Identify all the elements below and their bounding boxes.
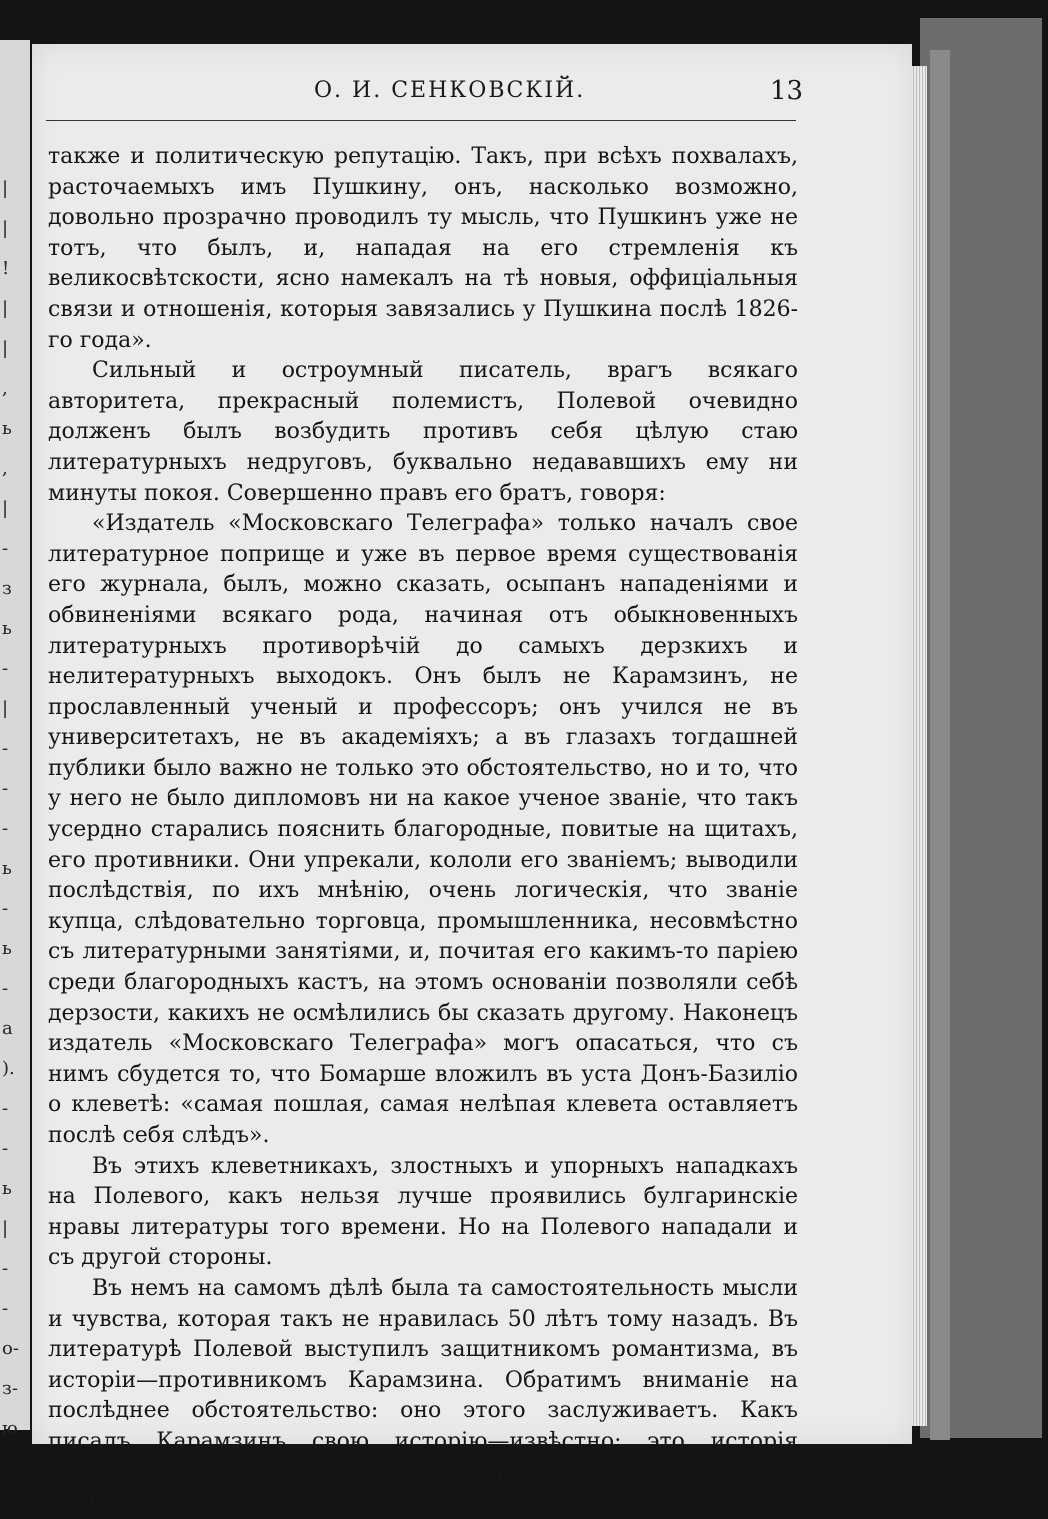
facing-page-char: ю [2,1418,18,1439]
facing-page-char: | [2,1218,9,1239]
facing-page-char: ь [2,858,12,879]
facing-page-char: ь [2,618,12,639]
facing-page-char: - [2,658,9,679]
facing-page-char: - [2,898,9,919]
paragraph: Сильный и остроумный писатель, врагъ всякаго авторитета, прекрасный полемистъ, Полевой очевидно долженъ былъ возбудить противъ себя цѣлую стаю литературныхъ недруговъ, буквально недававшихъ ему ни минуты покоя. Совершенно правъ его братъ, говоря: [48,358,798,506]
facing-page-char: ь [2,938,12,959]
paragraph: также и политическую репутацію. Такъ, при всѣхъ похвалахъ, расточаемыхъ имъ Пушкину, онъ, насколько возможно, довольно прозрачно проводилъ ту мысль, что Пушкинъ уже не тотъ, что былъ, и, нападая на его стремленія къ великосвѣтскости, ясно намекалъ на тѣ новыя, оффиціальныя связи и отношенія, которыя завязались у Пушкина послѣ 1826-го года». [48,144,798,353]
facing-page-char: - [2,778,9,799]
facing-page-char: ). [2,1058,15,1079]
facing-page-char: - [2,738,9,759]
facing-page-char: | [2,218,9,239]
facing-page-char: - [2,1098,9,1119]
paragraph: «Издатель «Московскаго Телеграфа» только началъ свое литературное поприще и уже въ первое время существованія его журнала, былъ, можно сказать, осыпанъ нападеніями и обвиненіями всякаго рода, начиная отъ обыкновенныхъ литературныхъ противорѣчій до самыхъ дерзкихъ и нелитературныхъ выходокъ. Онъ былъ не Карамзинъ, не прославленный ученый и профессоръ; онъ учился не въ университетахъ, не въ академіяхъ; а въ глазахъ тогдашней публики было важно не только это обстоятельство, но и то, что у него не было дипломовъ ни на какое ученое званіе, что такъ усердно старались пояснить благородные, повитые на щитахъ, его противники. Они упрекали, кололи его званіемъ; выводили послѣдствія, по ихъ мнѣнію, очень логическія, что званіе купца, слѣдовательно торговца, промышленника, несовмѣстно съ литературными занятіями, и, почитая его какимъ-то паріею среди благородныхъ кастъ, на этомъ основаніи позволяли себѣ дерзости, какихъ не осмѣлились бы сказать другому. Наконецъ издатель «Московскаго Телеграфа» могъ опасаться, что съ нимъ сбудется то, что Бомарше вложилъ въ уста Донъ-Базиліо о клеветѣ: «самая пошлая, самая нелѣпая клевета оставляетъ послѣ себя слѣдъ». [48,511,798,1148]
facing-page-char: - [2,538,9,559]
facing-page-char: ь [2,1178,12,1199]
header-rule [46,120,796,121]
facing-page-char: з- [2,1378,18,1399]
body-text [48,142,798,1519]
facing-page-char: | [2,498,9,519]
facing-page-char: | [2,338,9,359]
running-title: О. И. СЕНКОВСКІЙ. [314,78,586,103]
running-header [32,78,912,108]
facing-page-char: з [2,578,12,599]
cover-shadow [930,50,950,1440]
paragraph: Въ этихъ клеветникахъ, злостныхъ и упорныхъ нападкахъ на Полевого, какъ нельзя лучше проявились булгаринскіе нравы литературы того времени. Но на Полевого нападали и съ другой стороны. [48,1153,798,1271]
paragraph: Въ немъ на самомъ дѣлѣ была та самостоятельность мысли и чувства, которая такъ не нравилась 50 лѣтъ тому назадъ. Въ литературѣ Полевой выступилъ защитникомъ романтизма, въ исторіи—противникомъ Карамзина. Обратимъ вниманіе на послѣднее обстоятельство: оно этого заслуживаетъ. Какъ писалъ Карамзинъ свою исторію—извѣстно: это исторія государства, а не народа, это панегирикъ внѣшней силѣ и внѣшнему могуществу, это прекрасный арсе- [48,1275,798,1516]
facing-page-edge [0,40,30,1439]
facing-page-char: | [2,698,9,719]
facing-page-char: , [2,458,8,479]
facing-page-char: о- [2,1338,19,1359]
page-number: 13 [770,76,804,106]
facing-page-char: - [2,1298,9,1319]
facing-page-char: - [2,1138,9,1159]
facing-page-char: | [2,178,9,199]
facing-page-char: - [2,818,9,839]
book-page [32,44,912,1516]
facing-page-char: ! [2,258,10,279]
facing-page-char: а [2,1018,13,1039]
facing-page-char: ь [2,418,12,439]
facing-page-char: | [2,298,9,319]
facing-page-char: - [2,1258,9,1279]
facing-page-char: - [2,978,9,999]
facing-page-char: , [2,378,8,399]
